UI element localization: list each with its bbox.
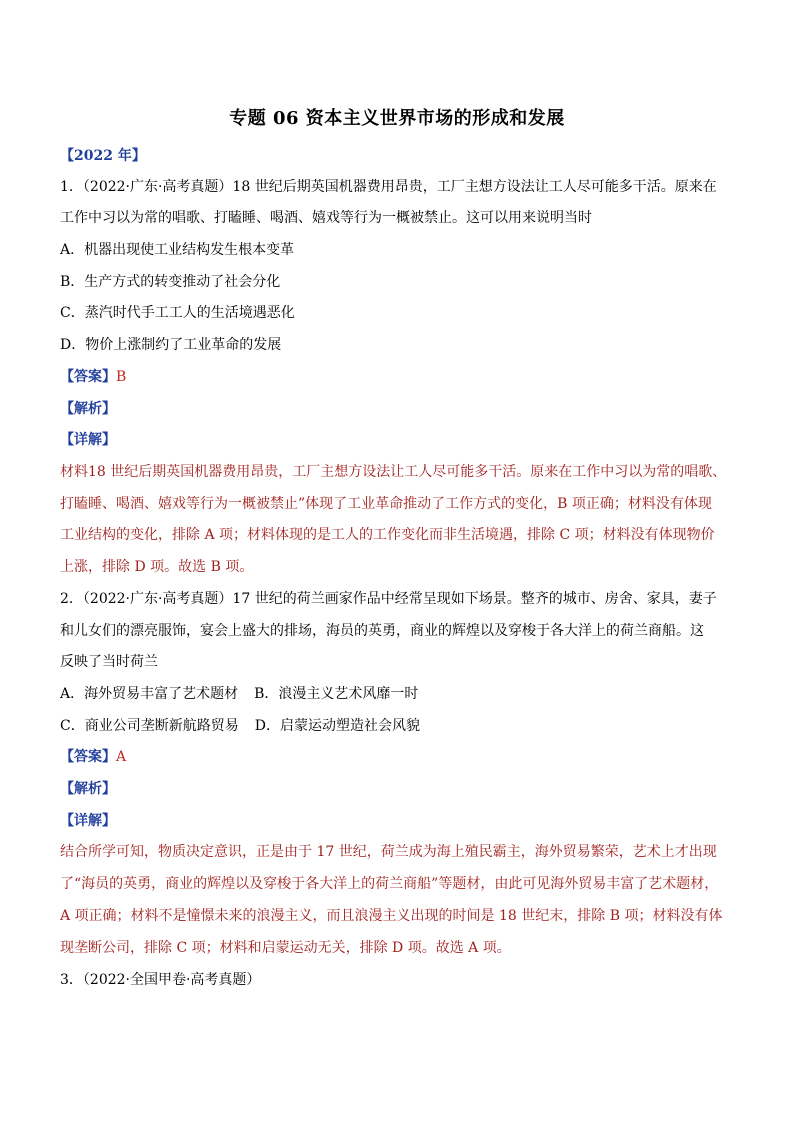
q1-detail-line-4: 上涨，排除 D 项。故选 B 项。 <box>60 559 254 575</box>
year-tag: 【2022 年】 <box>60 148 146 164</box>
answer-value: B <box>116 369 127 385</box>
q2-detail-line-1: 结合所学可知，物质决定意识，正是由于 17 世纪，荷兰成为海上殖民霸主，海外贸易繁荣，艺术上才出现 <box>60 844 717 860</box>
q2-answer <box>60 746 126 766</box>
q2-stem-line-3: 反映了当时荷兰 <box>60 654 158 670</box>
q2-options-row-2 <box>60 715 420 735</box>
q1-detail-line-1: 材料18 世纪后期英国机器费用昂贵，工厂主想方设法让工人尽可能多干活。原来在工作中习以为常的唱歌、 <box>60 464 727 480</box>
q3-stem-line-1: 3．（2022·全国甲卷·高考真题） <box>60 972 261 988</box>
q2-detail-label: 【详解】 <box>60 813 116 829</box>
q1-analysis-label: 【解析】 <box>60 401 116 417</box>
q2-detail-line-3: A 项正确；材料不是憧憬未来的浪漫主义，而且浪漫主义出现的时间是 18 世纪末，排除 B 项；材料没有体 <box>60 908 723 924</box>
q2-option-b: B．浪漫主义艺术风靡一时 <box>254 686 419 702</box>
q2-stem-line-2: 和儿女们的漂亮服饰，宴会上盛大的排场，海员的英勇，商业的辉煌以及穿梭于各大洋上的荷兰商船。这 <box>60 623 704 639</box>
q1-stem-line-1: 1．（2022·广东·高考真题）18 世纪后期英国机器费用昂贵，工厂主想方设法让工人尽可能多干活。原来在 <box>60 179 717 195</box>
answer-value: A <box>116 749 127 765</box>
answer-label: 【答案】 <box>60 749 116 765</box>
q2-analysis-label: 【解析】 <box>60 781 116 797</box>
q1-detail-line-3: 工业结构的变化，排除 A 项；材料体现的是工人的工作变化而非生活境遇，排除 C 项；材料没有体现物价 <box>60 527 715 543</box>
answer-label: 【答案】 <box>60 369 116 385</box>
q2-option-d: D．启蒙运动塑造社会风貌 <box>254 718 420 734</box>
q1-option-d: D．物价上涨制约了工业革命的发展 <box>60 337 282 353</box>
page-title: 专题 06 资本主义世界市场的形成和发展 <box>229 108 565 129</box>
q2-option-c: C．商业公司垄断新航路贸易 <box>60 718 239 734</box>
q2-stem-line-1: 2．（2022·广东·高考真题）17 世纪的荷兰画家作品中经常呈现如下场景。整齐的城市、房舍、家具，妻子 <box>60 591 717 607</box>
q1-answer <box>60 366 126 386</box>
q1-option-c: C．蒸汽时代手工工人的生活境遇恶化 <box>60 305 295 321</box>
q1-option-b: B．生产方式的转变推动了社会分化 <box>60 274 281 290</box>
q1-option-a: A．机器出现使工业结构发生根本变革 <box>60 242 295 258</box>
q2-options-row-1 <box>60 683 418 703</box>
q2-detail-line-4: 现垄断公司，排除 C 项；材料和启蒙运动无关，排除 D 项。故选 A 项。 <box>60 940 511 956</box>
q1-detail-line-2: 打瞌睡、喝酒、嬉戏等行为一概被禁止”体现了工业革命推动了工作方式的变化，B 项正确；材料没有体现 <box>60 496 712 512</box>
q1-detail-label: 【详解】 <box>60 432 116 448</box>
q2-detail-line-2: 了“海员的英勇，商业的辉煌以及穿梭于各大洋上的荷兰商船”等题材，由此可见海外贸易丰富了艺术题材， <box>60 876 719 892</box>
q1-stem-line-2: 工作中习以为常的唱歌、打瞌睡、喝酒、嬉戏等行为一概被禁止。这可以用来说明当时 <box>60 210 592 226</box>
q2-option-a: A．海外贸易丰富了艺术题材 <box>60 686 239 702</box>
